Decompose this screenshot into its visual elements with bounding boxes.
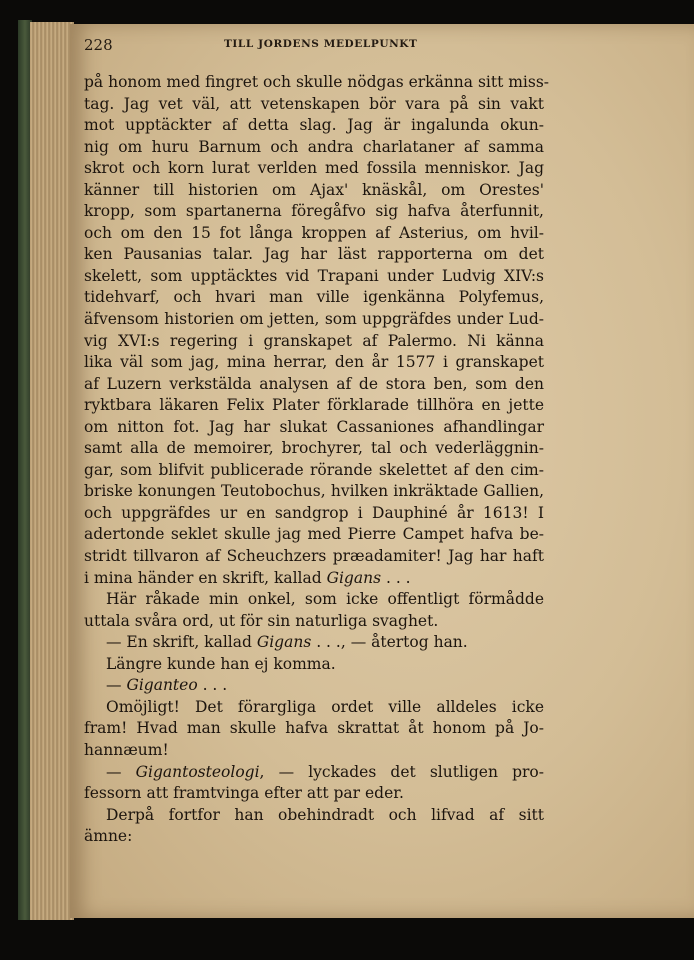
text-line: mot upptäckter af detta slag. Jag är ingalunda okun- bbox=[84, 116, 544, 135]
text-line: samt alla de memoirer, brochyrer, tal och vederläggnin- bbox=[84, 439, 544, 458]
text-line: fram! Hvad man skulle hafva skrattat åt honom på Jo- bbox=[84, 719, 544, 738]
text-line: Längre kunde han ej komma. bbox=[106, 654, 336, 673]
text-line: i mina händer en skrift, kallad Gigans . . . bbox=[84, 568, 411, 587]
text-line: ämne: bbox=[84, 827, 133, 846]
body-text bbox=[84, 72, 550, 848]
text-line: skelett, som upptäcktes vid Trapani under Ludvig XIV:s bbox=[84, 266, 544, 285]
text-line: adertonde seklet skulle jag med Pierre Campet hafva be- bbox=[84, 525, 544, 544]
text-line: Här råkade min onkel, som icke offentligt förmådde bbox=[106, 590, 544, 609]
text-line: tag. Jag vet väl, att vetenskapen bör vara på sin vakt bbox=[84, 94, 544, 113]
text-line: Omöjligt! Det förargliga ordet ville alldeles icke bbox=[106, 697, 544, 716]
text-line: hannæum! bbox=[84, 740, 169, 759]
text-line: tidehvarf, och hvari man ville igenkänna Polyfemus, bbox=[84, 288, 544, 307]
text-line: kropp, som spartanerna föregåfvo sig hafva återfunnit, bbox=[84, 202, 544, 221]
text-line: skrot och korn lurat verlden med fossila menniskor. Jag bbox=[84, 159, 544, 178]
text-line: stridt tillvaron af Scheuchzers præadamiter! Jag har haft bbox=[84, 547, 544, 566]
text-line: gar, som blifvit publicerade rörande skelettet af den cim- bbox=[84, 460, 544, 479]
text-line: på honom med fingret och skulle nödgas erkänna sitt miss- bbox=[84, 73, 550, 91]
text-line: och uppgräfdes ur en sandgrop i Dauphiné år 1613! I bbox=[84, 503, 544, 522]
page-number: 228 bbox=[84, 36, 113, 54]
text-line: äfvensom historien om jetten, som uppgräfdes under Lud- bbox=[84, 310, 544, 329]
page-header bbox=[84, 36, 604, 60]
text-line: lika väl som jag, mina herrar, den år 1577 i granskapet bbox=[84, 353, 544, 372]
text-line: — Giganteo . . . bbox=[106, 676, 228, 695]
text-line: och om den 15 fot långa kroppen af Asterius, om hvil- bbox=[84, 223, 544, 242]
text-line: Derpå fortfor han obehindradt och lifvad af sitt bbox=[106, 805, 544, 824]
text-line: af Luzern verkstälda analysen af de stora ben, som den bbox=[84, 374, 544, 393]
text-line: fessorn att framtvinga efter att par eder. bbox=[84, 784, 404, 803]
text-line: ken Pausanias talar. Jag har läst rapporterna om det bbox=[84, 245, 544, 264]
text-line: — Gigantosteologi, — lyckades det slutligen pro- bbox=[106, 762, 544, 781]
text-line: ryktbara läkaren Felix Plater förklarade tillhöra en jette bbox=[84, 396, 544, 415]
text-line: känner till historien om Ajax' knäskål, om Orestes' bbox=[84, 180, 544, 199]
text-line: briske konungen Teutobochus, hvilken inkräktade Gallien, bbox=[84, 482, 544, 501]
text-line: om nitton fot. Jag har slukat Cassaniones afhandlingar bbox=[84, 417, 544, 436]
page-edges bbox=[30, 22, 74, 920]
text-line: nig om huru Barnum och andra charlataner af samma bbox=[84, 137, 544, 156]
text-line: vig XVI:s regering i granskapet af Palermo. Ni känna bbox=[84, 331, 544, 350]
text-line: — En skrift, kallad Gigans . . ., — återtog han. bbox=[106, 633, 468, 652]
text-line: uttala svåra ord, ut för sin naturliga svaghet. bbox=[84, 611, 439, 630]
running-title: TILL JORDENS MEDELPUNKT bbox=[224, 38, 418, 50]
